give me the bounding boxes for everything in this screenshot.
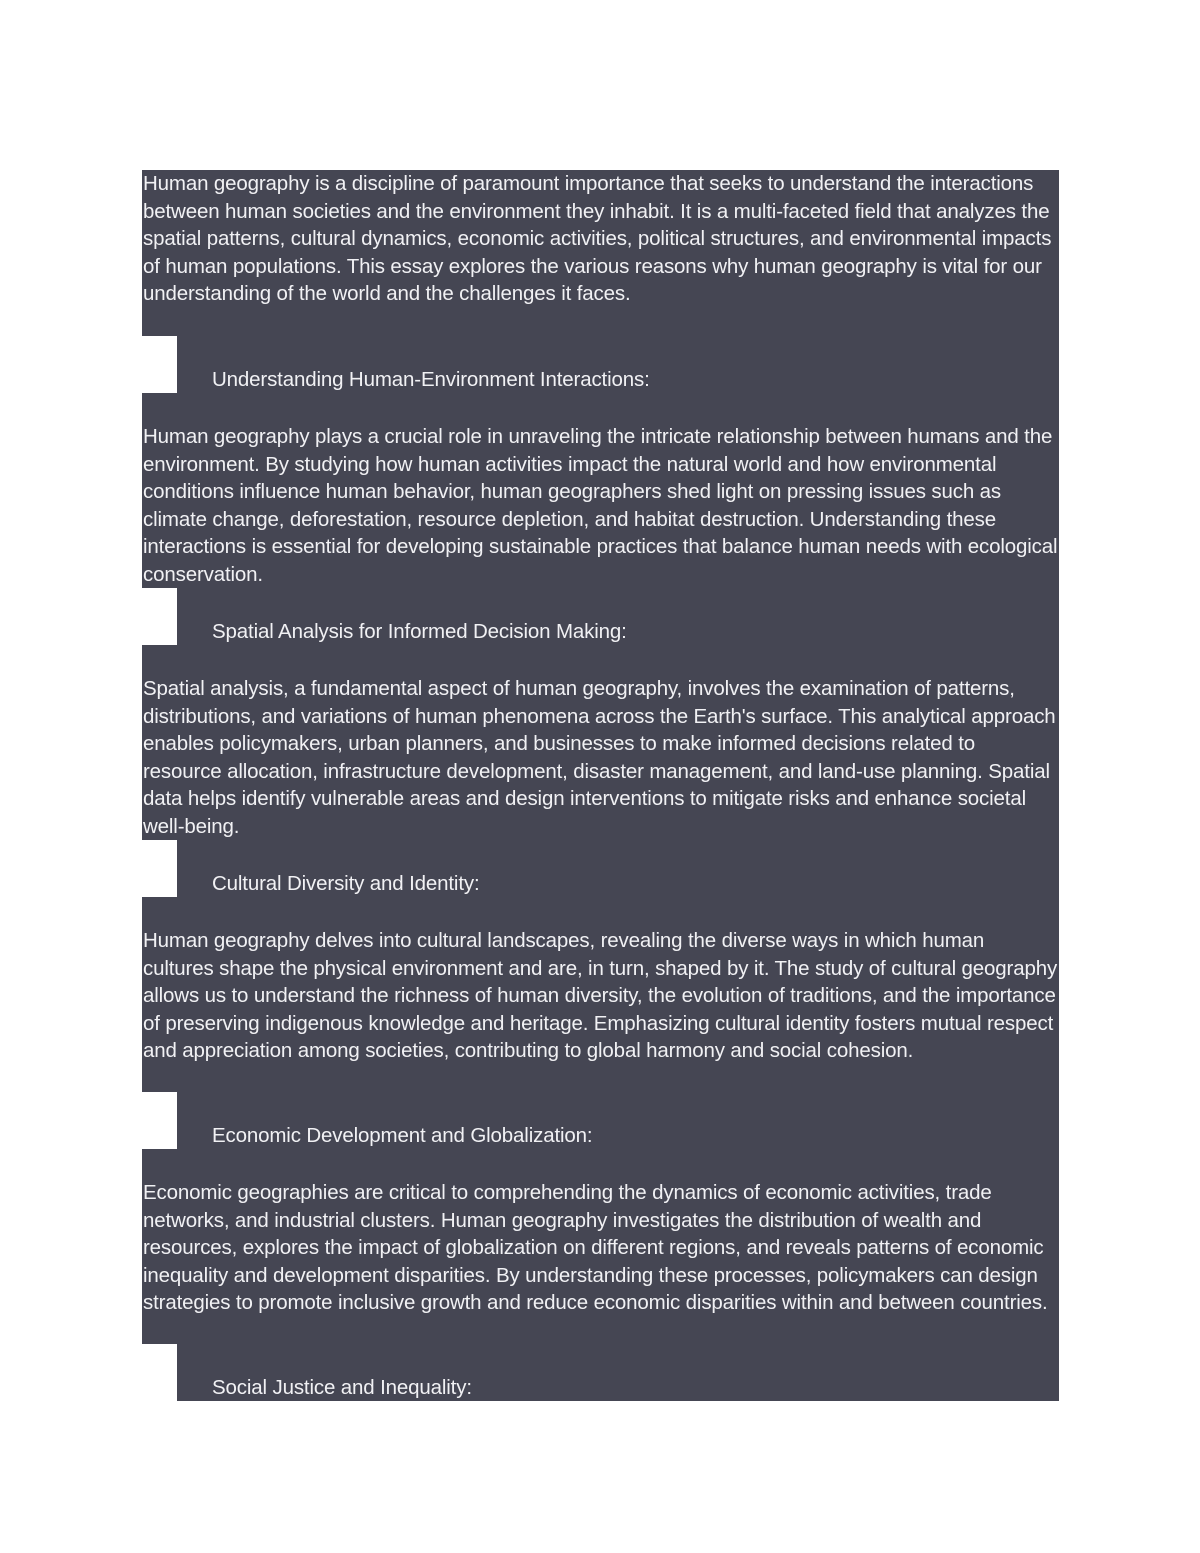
section-body-economic-development: Economic geographies are critical to comprehending the dynamics of economic activities, trade networks, and industrial clusters. Human geography investigates the distribution of wealth and resources, explores the impact of globalization on different regions, and reveals patterns of economic inequality and development disparities. By understanding these processes, policymakers can design strategies to promote inclusive growth and reduce economic disparities within and between countries. [143, 1181, 1048, 1314]
section-body-spatial-analysis: Spatial analysis, a fundamental aspect of human geography, involves the examination of patterns, distributions, and variations of human phenomena across the Earth's surface. This analytical approach enables policymakers, urban planners, and businesses to make informed decisions related to resource allocation, infrastructure development, disaster management, and land-use planning. Spatial data helps identify vulnerable areas and design interventions to mitigate risks and enhance societal well-being. [143, 677, 1056, 838]
section-body-human-environment: Human geography plays a crucial role in unraveling the intricate relationship between humans and the environment. By studying how human activities impact the natural world and how environmental conditions influence human behavior, human geographers shed light on pressing issues such as climate change, deforestation, resource depletion, and habitat destruction. Understanding these interactions is essential for developing sustainable practices that balance human needs with ecological conservation. [143, 425, 1058, 586]
section-heading-human-environment: Understanding Human-Environment Interactions: [212, 368, 650, 391]
section-heading-economic-development: Economic Development and Globalization: [212, 1124, 593, 1147]
intro-paragraph: Human geography is a discipline of paramount importance that seeks to understand the interactions between human societies and the environment they inhabit. It is a multi-faceted field that analyzes the spatial patterns, cultural dynamics, economic activities, political structures, and environmental impacts of human populations. This essay explores the various reasons why human geography is vital for our understanding of the world and the challenges it faces. [143, 172, 1052, 305]
section-heading-cultural-diversity: Cultural Diversity and Identity: [212, 872, 480, 895]
section-heading-social-justice: Social Justice and Inequality: [212, 1376, 472, 1399]
section-body-cultural-diversity: Human geography delves into cultural landscapes, revealing the diverse ways in which human cultures shape the physical environment and are, in turn, shaped by it. The study of cultural geography allows us to understand the richness of human diversity, the evolution of traditions, and the importance of preserving indigenous knowledge and heritage. Emphasizing cultural identity fosters mutual respect and appreciation among societies, contributing to global harmony and social cohesion. [143, 929, 1058, 1062]
section-heading-spatial-analysis: Spatial Analysis for Informed Decision Making: [212, 620, 627, 643]
